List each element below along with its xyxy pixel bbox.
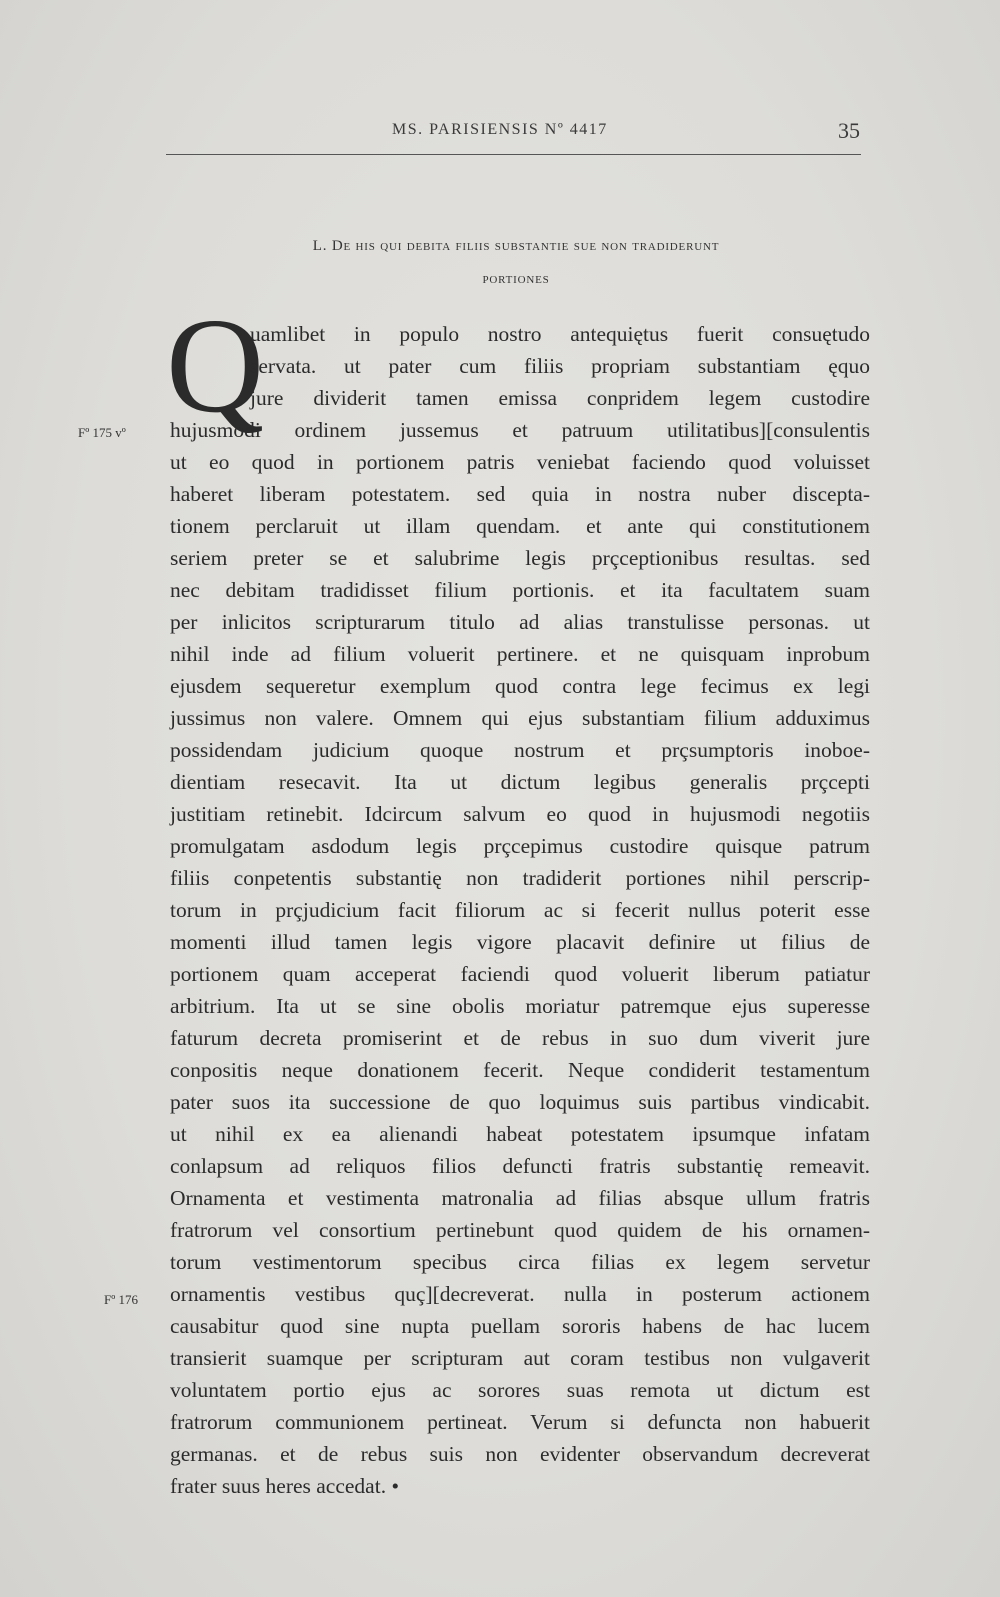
running-head: MS. PARISIENSIS Nº 4417 <box>392 121 608 138</box>
text-line: fratrorum communionem pertineat. Verum si defuncta non habuerit <box>170 1410 870 1434</box>
text-line: arbitrium. Ita ut se sine obolis moriatur patremque ejus superesse <box>170 994 870 1018</box>
text-line: seriem preter se et salubrime legis prçceptionibus resultas. sed <box>170 546 870 570</box>
folio-note-175v: Fº 175 vº <box>78 425 126 440</box>
text-line: torum vestimentorum specibus circa filias ex legem servetur <box>170 1250 870 1274</box>
text-line: possidendam judicium quoque nostrum et prçsumptoris inoboe- <box>170 738 870 762</box>
text-line: germanas. et de rebus suis non evidenter observandum decreverat <box>170 1442 870 1466</box>
text-line: conlapsum ad reliquos filios defuncti fratris substantię remeavit. <box>170 1154 870 1178</box>
text-line: portionem quam acceperat faciendi quod voluerit liberum patiatur <box>170 962 870 986</box>
text-line: promulgatam asdodum legis prçcepimus custodire quisque patrum <box>170 834 870 858</box>
text-line: jussimus non valere. Omnem qui ejus substantiam filium adduximus <box>170 706 870 730</box>
drop-cap: Q <box>166 291 265 441</box>
chapter-title <box>170 230 862 296</box>
text-line: jure dividerit tamen emissa conpridem legem custodire <box>250 386 870 410</box>
text-line: Ornamenta et vestimenta matronalia ad filias absque ullum fratris <box>170 1186 870 1210</box>
page-number: 35 <box>838 118 860 143</box>
text-line: causabitur quod sine nupta puellam sororis habens de hac lucem <box>170 1314 870 1338</box>
text-line: justitiam retinebit. Idcircum salvum eo quod in hujusmodi negotiis <box>170 802 870 826</box>
text-line: ornamentis vestibus quç][decreverat. nulla in posterum actionem <box>170 1282 870 1306</box>
header-rule <box>166 154 861 155</box>
text-line: frater suus heres accedat. • <box>170 1474 399 1498</box>
folio-note-176: Fº 176 <box>104 1292 139 1307</box>
text-line: nec debitam tradidisset filium portionis. et ita facultatem suam <box>170 578 870 602</box>
text-line: momenti illud tamen legis vigore placavit definire ut filius de <box>170 930 870 954</box>
text-line: per inlicitos scripturarum titulo ad alias transtulisse personas. ut <box>170 610 870 634</box>
text-line: ut nihil ex ea alienandi habeat potestatem ipsumque infatam <box>170 1122 870 1146</box>
text-line: faturum decreta promiserint et de rebus in suo dum viverit jure <box>170 1026 870 1050</box>
text-line: tionem perclaruit ut illam quendam. et ante qui constitutionem <box>170 514 870 538</box>
text-line: conpositis neque donationem fecerit. Neque condiderit testamentum <box>170 1058 870 1082</box>
text-line: fratrorum vel consortium pertinebunt quod quidem de his ornamen- <box>170 1218 870 1242</box>
text-line: nihil inde ad filium voluerit pertinere. et ne quisquam inprobum <box>170 642 870 666</box>
text-line: uamlibet in populo nostro antequiętus fuerit consuętudo <box>250 322 870 346</box>
text-line: voluntatem portio ejus ac sorores suas remota ut dictum est <box>170 1378 870 1402</box>
text-line: ejusdem sequeretur exemplum quod contra lege fecimus ex legi <box>170 674 870 698</box>
text-line: haberet liberam potestatem. sed quia in nostra nuber discepta- <box>170 482 870 506</box>
chapter-title-line-2: portiones <box>482 271 550 287</box>
text-line: hujusmodi ordinem jussemus et patruum utilitatibus][consulentis <box>170 418 870 442</box>
text-line: filiis conpetentis substantię non tradiderit portiones nihil perscrip- <box>170 866 870 890</box>
text-line: servata. ut pater cum filiis propriam substantiam ęquo <box>250 354 870 378</box>
text-line: pater suos ita successione de quo loquimus suis partibus vindicabit. <box>170 1090 870 1114</box>
body-text <box>170 318 870 1502</box>
text-line: torum in prçjudicium facit filiorum ac si fecerit nullus poterit esse <box>170 898 870 922</box>
text-line: dientiam resecavit. Ita ut dictum legibus generalis prçcepti <box>170 770 870 794</box>
chapter-title-line-1: L. De his qui debita filiis substantie sue non tradiderunt <box>312 238 720 254</box>
text-line: transierit suamque per scripturam aut coram testibus non vulgaverit <box>170 1346 870 1370</box>
text-line: ut eo quod in portionem patris veniebat faciendo quod voluisset <box>170 450 870 474</box>
